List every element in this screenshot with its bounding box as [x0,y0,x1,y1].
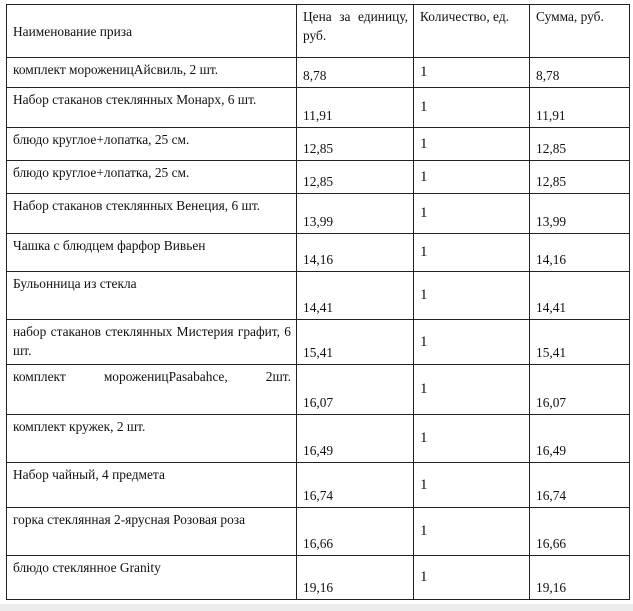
table-row [7,415,630,463]
cell-sum: 19,16 [530,556,630,600]
cell-qty: 1 [414,463,530,508]
cell-name: набор стаканов стеклянных Мистерия графит, 6 шт. [7,320,297,365]
cell-name: горка стеклянная 2-ярусная Розовая роза [7,508,297,556]
cell-qty: 1 [414,161,530,194]
cell-name: блюдо круглое+лопатка, 25 см. [7,161,297,194]
header-sum: Сумма, руб. [530,5,630,58]
cell-sum: 14,16 [530,234,630,272]
cell-name: комплект кружек, 2 шт. [7,415,297,463]
cell-name: комплект мороженицPasabahce, 2шт. [7,365,297,415]
cell-qty: 1 [414,234,530,272]
cell-name: блюдо круглое+лопатка, 25 см. [7,128,297,161]
cell-name: Набор стаканов стеклянных Венеция, 6 шт. [7,194,297,234]
cell-qty: 1 [414,88,530,128]
cell-sum: 12,85 [530,128,630,161]
cell-qty: 1 [414,556,530,600]
cell-sum: 16,07 [530,365,630,415]
cell-qty: 1 [414,365,530,415]
table-row [7,234,630,272]
table-row [7,58,630,88]
cell-price: 16,74 [297,463,414,508]
cell-price: 12,85 [297,161,414,194]
cell-sum: 16,74 [530,463,630,508]
cell-qty: 1 [414,58,530,88]
cell-price: 16,07 [297,365,414,415]
cell-qty: 1 [414,128,530,161]
table-row [7,556,630,600]
table-header-row [7,5,630,58]
cell-name: Бульонница из стекла [7,272,297,320]
cell-price: 12,85 [297,128,414,161]
cell-qty: 1 [414,508,530,556]
cell-name: Набор чайный, 4 предмета [7,463,297,508]
table-row [7,320,630,365]
header-qty: Количество, ед. [414,5,530,58]
cell-sum: 14,41 [530,272,630,320]
cell-sum: 8,78 [530,58,630,88]
header-price: Цена за единицу, руб. [297,5,414,58]
cell-price: 14,16 [297,234,414,272]
cell-price: 8,78 [297,58,414,88]
table-row [7,365,630,415]
cell-sum: 16,49 [530,415,630,463]
cell-qty: 1 [414,320,530,365]
table-row [7,161,630,194]
cell-name: Чашка с блюдцем фарфор Вивьен [7,234,297,272]
cell-price: 16,49 [297,415,414,463]
cell-sum: 12,85 [530,161,630,194]
table-row [7,88,630,128]
cell-name: блюдо стеклянное Granity [7,556,297,600]
cell-sum: 11,91 [530,88,630,128]
cell-price: 14,41 [297,272,414,320]
cell-qty: 1 [414,272,530,320]
table-row [7,128,630,161]
cell-sum: 16,66 [530,508,630,556]
cell-qty: 1 [414,194,530,234]
cell-name: Набор стаканов стеклянных Монарх, 6 шт. [7,88,297,128]
table-row [7,508,630,556]
page-bottom-strip [0,604,633,611]
cell-name: комплект мороженицАйсвиль, 2 шт. [7,58,297,88]
cell-qty: 1 [414,415,530,463]
cell-price: 13,99 [297,194,414,234]
cell-sum: 13,99 [530,194,630,234]
table-row [7,272,630,320]
cell-sum: 15,41 [530,320,630,365]
prize-table [6,4,630,600]
cell-price: 11,91 [297,88,414,128]
cell-price: 15,41 [297,320,414,365]
cell-price: 16,66 [297,508,414,556]
cell-price: 19,16 [297,556,414,600]
header-name: Наименование приза [7,5,297,58]
table-row [7,463,630,508]
table-row [7,194,630,234]
